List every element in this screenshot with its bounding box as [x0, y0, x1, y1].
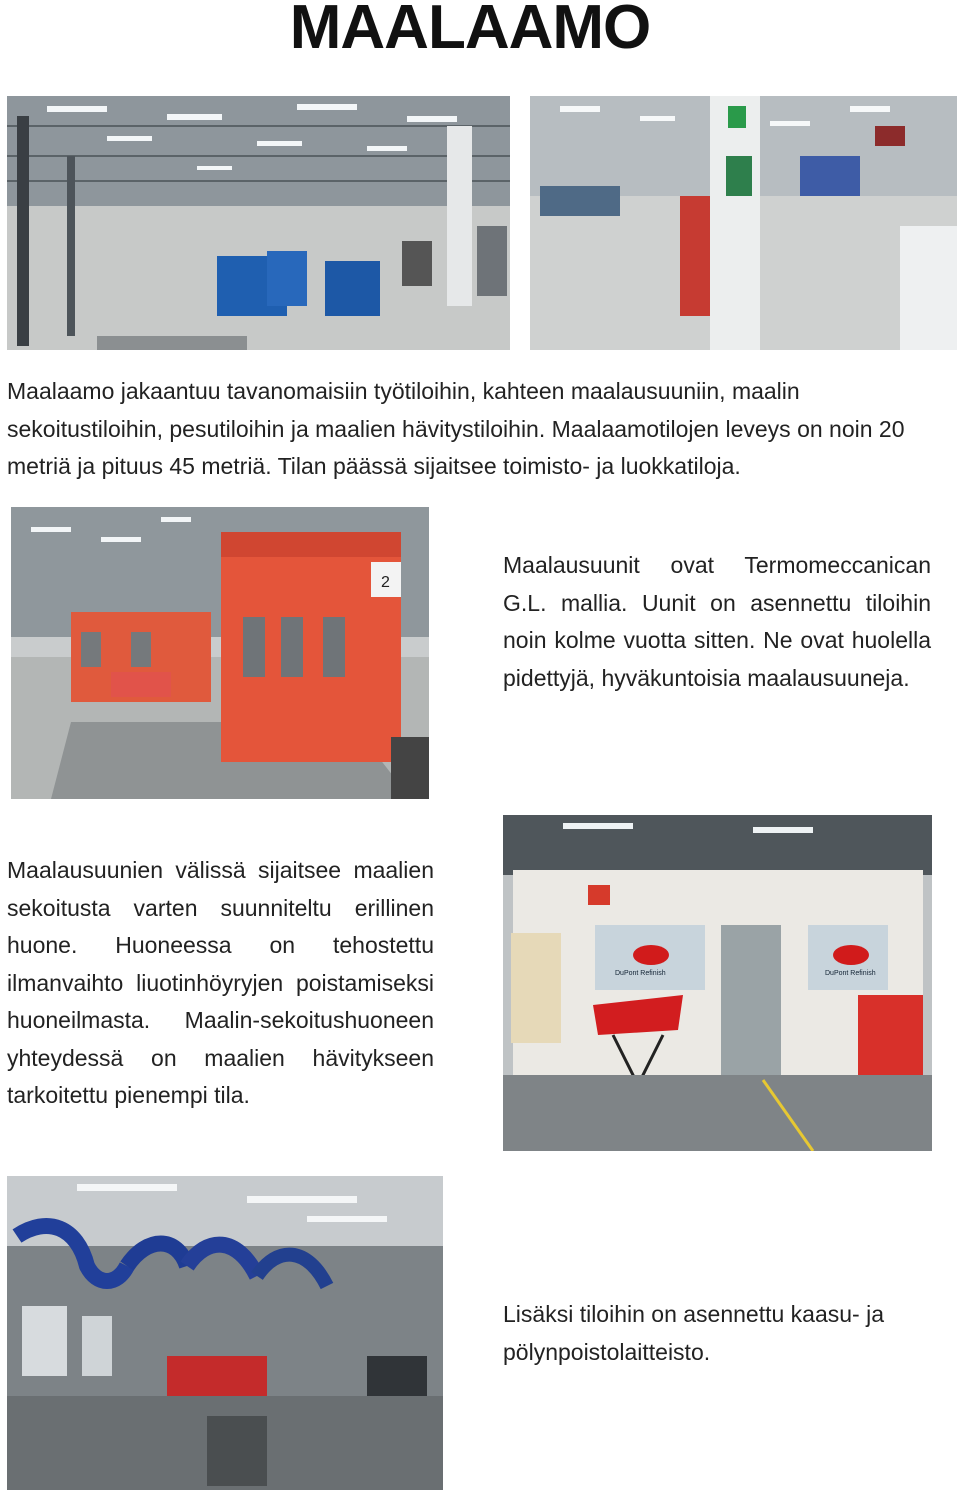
extraction-paragraph	[503, 1296, 933, 1371]
mixing-room-paragraph	[7, 852, 434, 1115]
mixing-room-photo	[503, 815, 932, 1151]
window-label-left: DuPont Refinish	[615, 970, 666, 977]
paint-booth-paragraph	[503, 547, 931, 697]
page-title: MAALAAMO	[289, 0, 651, 62]
intro-text: Maalaamo jakaantuu tavanomaisiin työtiloihin, kahteen maalausuuniin, maalin sekoitustiloihin, pesutiloihin ja maalien hävitystiloihin. Maalaamotilojen leveys on noin 20 metriä ja pituus 45 metriä. Tilan päässä sijaitsee toimisto- ja luokkatiloja.	[7, 378, 905, 479]
window-label-right: DuPont Refinish	[825, 970, 876, 977]
paint-booth-text: Maalausuunit ovat Termomeccanican G.L. mallia. Uunit on asennettu tiloihin noin kolme vuotta sitten. Ne ovat huolella pidettyjä, hyväkuntoisia maalausuuneja.	[503, 552, 931, 691]
workshop-photo-pillar	[530, 96, 957, 350]
mixing-room-text: Maalausuunien välissä sijaitsee maalien sekoitusta varten suunniteltu erillinen huone. Huoneessa on tehostettu ilmanvaihto liuotinhöyryjen poistamiseksi huoneilmasta. Maalin-sekoitushuoneen yhteydessä on maalien hävitykseen tarkoitettu pienempi tila.	[7, 857, 434, 1108]
extraction-text: Lisäksi tiloihin on asennettu kaasu- ja pölynpoistolaitteisto.	[503, 1301, 885, 1365]
workshop-photo-carts	[7, 96, 510, 350]
extraction-equipment-photo	[7, 1176, 443, 1490]
paint-booth-photo	[11, 507, 429, 799]
intro-paragraph	[7, 373, 907, 486]
booth-number: 2	[381, 574, 390, 591]
